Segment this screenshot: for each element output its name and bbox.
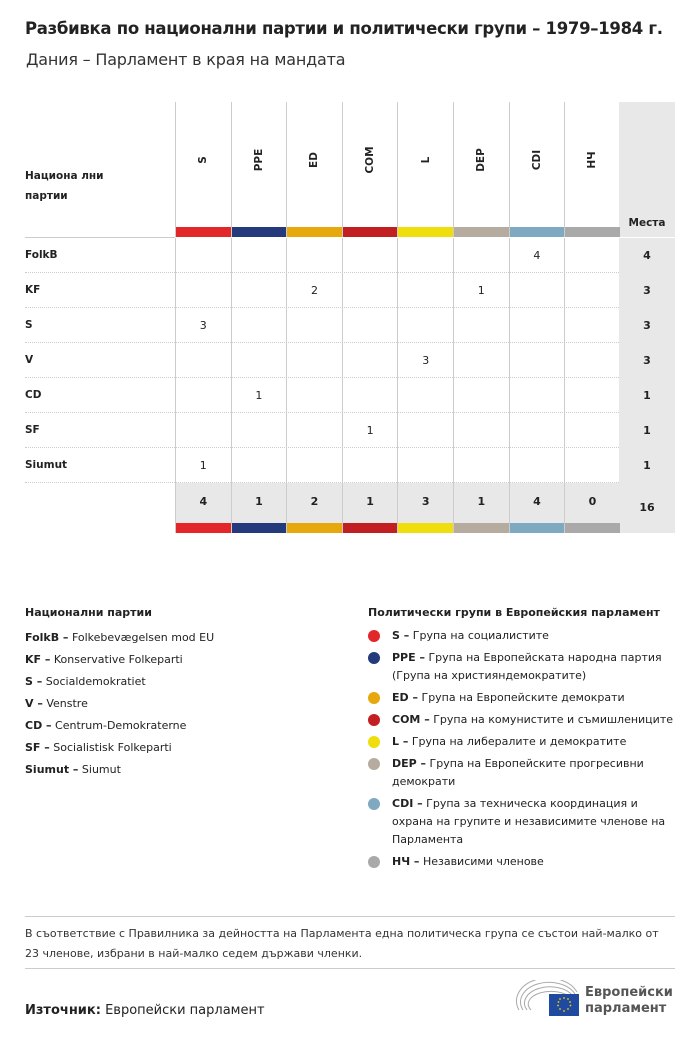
color-dot-icon [368, 630, 380, 642]
seat-cell [509, 413, 565, 448]
seat-cell [231, 448, 287, 483]
seat-cell [286, 448, 342, 483]
legend-item: CD – Centrum-Demokraterne [25, 719, 187, 732]
seat-cell [397, 378, 453, 413]
seat-cell [286, 343, 342, 378]
seat-cell [509, 273, 565, 308]
footnote: В съответствие с Правилника за дейността на Парламента една политическа група се състои най-малко от 23 членове, избрани в най-малко седем държави членки. [25, 927, 659, 960]
page-title: Разбивка по национални партии и политически групи – 1979–1984 г. [25, 19, 663, 38]
column-header: НЧ [564, 102, 620, 237]
seat-cell [564, 273, 620, 308]
row-header-label: Национа лни партии [25, 170, 104, 202]
group-color-bar [454, 227, 509, 237]
group-color-bar [565, 227, 620, 237]
seat-cell [175, 343, 231, 378]
seat-cell: 3 [175, 308, 231, 343]
color-dot-icon [368, 692, 380, 704]
column-header: COM [342, 102, 398, 237]
row-total: 3 [619, 308, 675, 343]
ep-logo [515, 980, 680, 1020]
seat-cell [342, 238, 398, 273]
legend-national-parties [25, 606, 214, 781]
color-dot-icon [368, 652, 380, 664]
source-value: Европейски парламент [105, 1003, 265, 1018]
seat-cell [453, 238, 509, 273]
legend-item: COM – Група на комунистите и съмишлениците [368, 711, 678, 729]
legend-item: PPE – Група на Европейската народна партия (Група на християндемократите) [368, 649, 678, 685]
seat-cell [453, 308, 509, 343]
legend-national-title: Национални партии [25, 606, 152, 619]
color-dot-icon [368, 714, 380, 726]
column-total: 1 [342, 483, 398, 533]
page-subtitle: Дания – Парламент в края на мандата [26, 50, 346, 69]
party-name: S [25, 319, 33, 331]
seat-cell [564, 308, 620, 343]
seat-cell [342, 343, 398, 378]
legend-item: CDI – Група за техническа координация и охрана на групите и независимите членове на Парламента [368, 795, 678, 849]
seat-cell [509, 448, 565, 483]
party-name: CD [25, 389, 42, 401]
legend-item: Siumut – Siumut [25, 763, 121, 776]
legend-groups-title: Политически групи в Европейския парламент [368, 606, 660, 619]
group-color-bar [343, 227, 398, 237]
column-total: 1 [231, 483, 287, 533]
group-color-bar [232, 227, 287, 237]
seat-cell [509, 378, 565, 413]
column-total: 0 [564, 483, 620, 533]
column-header: S [175, 102, 231, 237]
group-color-bar [510, 523, 565, 533]
group-color-bar [343, 523, 398, 533]
column-header: DEP [453, 102, 509, 237]
group-color-bar [287, 227, 342, 237]
seat-cell [397, 273, 453, 308]
seat-cell [231, 238, 287, 273]
color-dot-icon [368, 856, 380, 868]
color-dot-icon [368, 758, 380, 770]
seat-cell [397, 413, 453, 448]
seat-cell [175, 238, 231, 273]
party-name: FolkB [25, 249, 58, 261]
seat-cell [175, 273, 231, 308]
party-name: KF [25, 284, 41, 296]
seat-cell [231, 273, 287, 308]
legend-item: L – Група на либералите и демократите [368, 733, 678, 751]
group-color-bar [232, 523, 287, 533]
divider [25, 968, 675, 969]
seat-cell [342, 308, 398, 343]
seat-cell [342, 378, 398, 413]
seat-cell [397, 308, 453, 343]
seat-cell [564, 238, 620, 273]
seat-cell: 3 [397, 343, 453, 378]
seat-cell [453, 378, 509, 413]
legend-item: S – Socialdemokratiet [25, 675, 146, 688]
table-row [25, 273, 675, 308]
seat-cell [286, 308, 342, 343]
row-total: 3 [619, 273, 675, 308]
seat-cell [175, 413, 231, 448]
seat-cell: 2 [286, 273, 342, 308]
row-total: 4 [619, 238, 675, 273]
column-header: CDI [509, 102, 565, 237]
legend-item: KF – Konservative Folkeparti [25, 653, 183, 666]
table-row [25, 378, 675, 413]
table-row [25, 308, 675, 343]
source-line [25, 1003, 265, 1018]
legend-item: V – Venstre [25, 697, 88, 710]
party-name: Siumut [25, 459, 68, 471]
legend-item: НЧ – Независими членове [368, 853, 678, 871]
seat-cell [453, 413, 509, 448]
seat-cell [564, 413, 620, 448]
seat-cell [509, 343, 565, 378]
legend-item: ED – Група на Европейските демократи [368, 689, 678, 707]
seat-cell [564, 378, 620, 413]
grand-total: 16 [619, 483, 675, 533]
column-total: 2 [286, 483, 342, 533]
seat-cell [564, 448, 620, 483]
group-color-bar [454, 523, 509, 533]
group-color-bar [398, 227, 453, 237]
row-total: 1 [619, 448, 675, 483]
divider [25, 916, 675, 917]
seat-cell [231, 343, 287, 378]
column-total: 1 [453, 483, 509, 533]
seat-cell [286, 378, 342, 413]
column-total: 3 [397, 483, 453, 533]
table-row [25, 343, 675, 378]
legend-political-groups [368, 606, 678, 875]
seat-cell [397, 448, 453, 483]
group-color-bar [176, 227, 231, 237]
seat-cell [397, 238, 453, 273]
row-total: 1 [619, 413, 675, 448]
seat-cell: 1 [453, 273, 509, 308]
group-color-bar [565, 523, 620, 533]
seat-cell: 4 [509, 238, 565, 273]
group-color-bar [176, 523, 231, 533]
legend-item: S – Група на социалистите [368, 627, 678, 645]
table-row [25, 238, 675, 273]
column-total: 4 [175, 483, 231, 533]
party-name: V [25, 354, 34, 366]
column-header: ED [286, 102, 342, 237]
party-name: SF [25, 424, 40, 436]
total-column-header: Места [619, 102, 675, 237]
group-color-bar [510, 227, 565, 237]
seat-cell [286, 413, 342, 448]
row-total: 3 [619, 343, 675, 378]
group-color-bar [287, 523, 342, 533]
seat-cell [509, 308, 565, 343]
legend-item: DEP – Група на Европейските прогресивни демократи [368, 755, 678, 791]
column-total: 4 [509, 483, 565, 533]
legend-item: FolkB – Folkebevægelsen mod EU [25, 631, 215, 644]
hemicycle-icon [515, 980, 579, 1020]
source-label: Източник: [25, 1003, 101, 1018]
seat-cell [453, 343, 509, 378]
seat-cell: 1 [175, 448, 231, 483]
logo-text: Европейски парламент [585, 985, 673, 1016]
seat-cell: 1 [231, 378, 287, 413]
row-total: 1 [619, 378, 675, 413]
color-dot-icon [368, 798, 380, 810]
column-header: L [397, 102, 453, 237]
legend-item: SF – Socialistisk Folkeparti [25, 741, 172, 754]
seat-cell [453, 448, 509, 483]
table-row [25, 413, 675, 448]
seat-cell [342, 273, 398, 308]
table-row [25, 448, 675, 483]
seat-cell [175, 378, 231, 413]
seat-cell [231, 308, 287, 343]
column-totals-row [175, 483, 675, 533]
seat-cell [286, 238, 342, 273]
seat-cell [231, 413, 287, 448]
seat-cell [342, 448, 398, 483]
seat-cell [564, 343, 620, 378]
column-header: PPE [231, 102, 287, 237]
seat-cell: 1 [342, 413, 398, 448]
group-color-bar [398, 523, 453, 533]
color-dot-icon [368, 736, 380, 748]
